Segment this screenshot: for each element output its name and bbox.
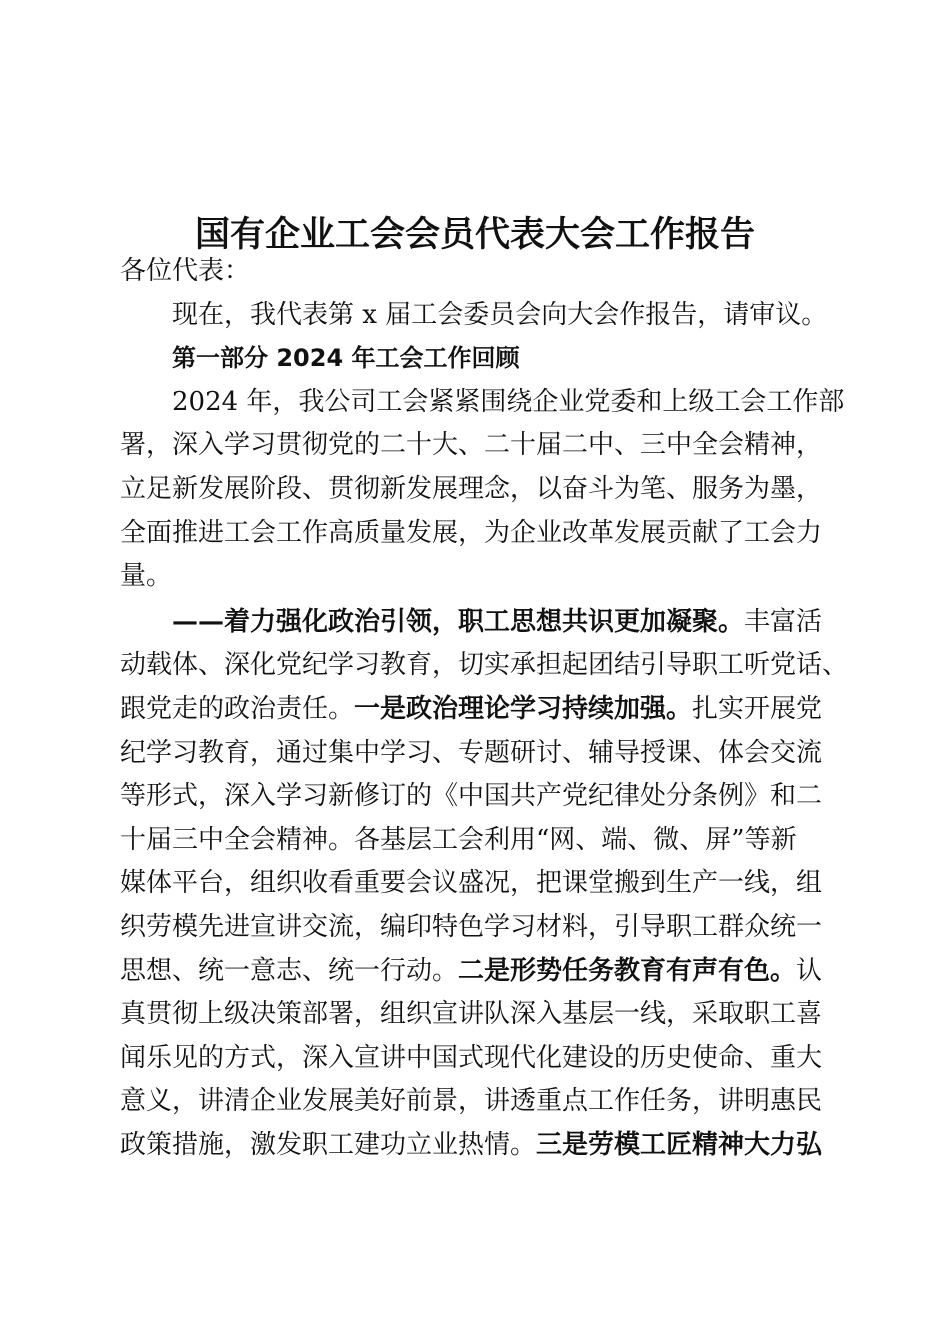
paragraph-line: 织劳模先进宣讲交流，编印特色学习材料，引导职工群众统一 (120, 911, 823, 942)
paragraph-line: 署，深入学习贯彻党的二十大、二十届二中、三中全会精神， (120, 430, 823, 461)
bold-heading: 二是形势任务教育有声有色。 (458, 955, 797, 986)
paragraph-line (120, 950, 832, 994)
paragraph-line: 闻乐见的方式，深入宣讲中国式现代化建设的历史使命、重大 (120, 1042, 823, 1073)
paragraph-review (120, 381, 845, 599)
paragraph-line: 2024 年，我公司工会紧紧围绕企业党委和上级工会工作部 (172, 386, 845, 417)
document-body (120, 250, 849, 1167)
text-run: 政策措施，激发职工建功立业热情。 (120, 1129, 537, 1160)
paragraph-political-guidance (120, 601, 849, 1168)
paragraph-line: 媒体平台，组织收看重要会议盛况，把课堂搬到生产一线，组 (120, 868, 823, 899)
paragraph-line: 十届三中全会精神。各基层工会利用“网、端、微、屏”等新 (120, 824, 797, 855)
text-run: 扎实开展党 (692, 693, 823, 724)
paragraph-line: 动载体、深化党纪学习教育，切实承担起团结引导职工听党话、 (120, 650, 849, 681)
paragraph-line: 全面推进工会工作高质量发展，为企业改革发展贡献了工会力 (120, 517, 823, 548)
paragraph-line: 等形式，深入学习新修订的《中国共产党纪律处分条例》和二 (120, 781, 823, 812)
bold-heading: ——着力强化政治引领，职工思想共识更加凝聚。 (172, 606, 745, 637)
document-title: 国有企业工会会员代表大会工作报告 (194, 215, 755, 255)
bold-heading: 一是政治理论学习持续加强。 (354, 693, 693, 724)
text-run: 思想、统一意志、统一行动。 (120, 955, 459, 986)
opening-line: 现在，我代表第 x 届工会委员会向大会作报告，请审议。 (172, 299, 828, 330)
text-run: 丰富活 (744, 606, 823, 637)
paragraph-line: 量。 (120, 561, 173, 592)
paragraph-line: 真贯彻上级决策部署，组织宣讲队深入基层一线，采取职工喜 (120, 999, 823, 1030)
section-heading: 第一部分 2024 年工会工作回顾 (172, 344, 520, 373)
bold-heading: 三是劳模工匠精神大力弘 (536, 1129, 823, 1160)
paragraph-line: 立足新发展阶段、贯彻新发展理念，以奋斗为笔、服务为墨， (120, 473, 823, 504)
salutation: 各位代表： (120, 256, 251, 286)
paragraph-line: 纪学习教育，通过集中学习、专题研讨、辅导授课、体会交流 (120, 737, 823, 768)
paragraph-line (120, 688, 832, 732)
paragraph-line (120, 601, 832, 645)
paragraph-line: 意义，讲清企业发展美好前景，讲透重点工作任务，讲明惠民 (120, 1086, 823, 1117)
paragraph-line (120, 1124, 832, 1168)
text-run: 跟党走的政治责任。 (120, 693, 355, 724)
text-run: 认 (796, 955, 823, 986)
